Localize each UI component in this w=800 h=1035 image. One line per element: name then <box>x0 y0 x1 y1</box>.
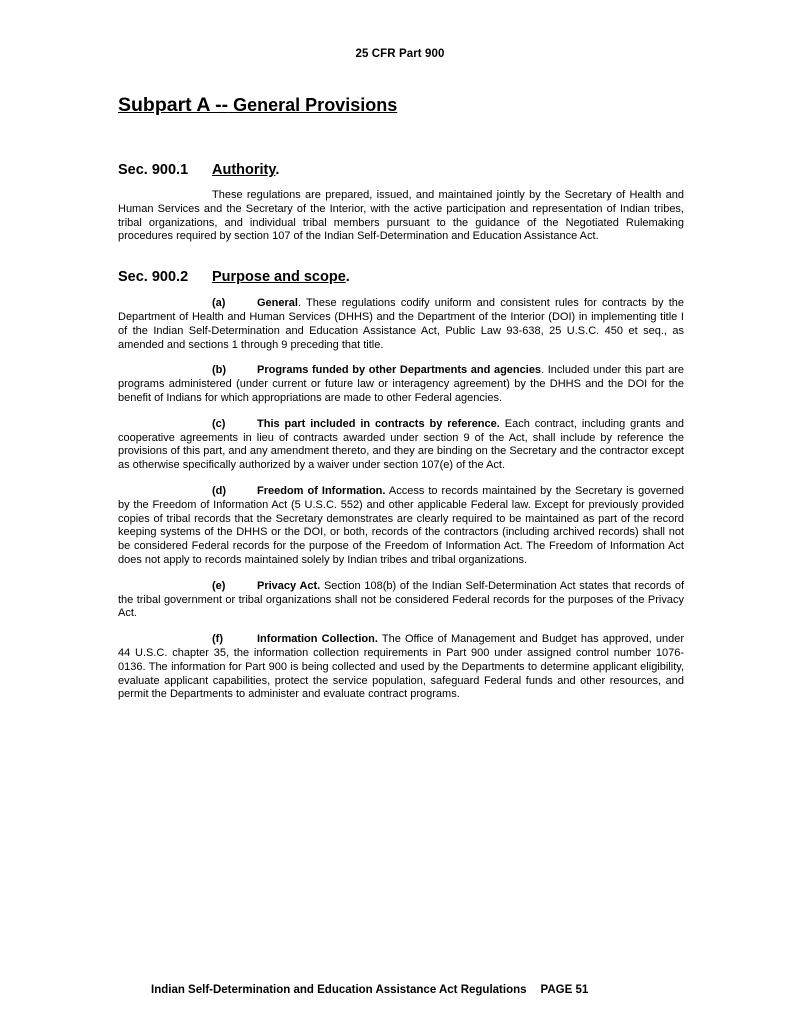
paragraph-title: Information Collection. <box>257 633 378 646</box>
paragraph-label: (d) <box>212 484 227 497</box>
paragraph-a <box>118 297 684 352</box>
paragraph-label: (a) <box>212 297 226 310</box>
document-body <box>118 94 684 702</box>
section-body-paragraph: These regulations are prepared, issued, and maintained jointly by the Secretary of Health and Human Services and the Secretary of the Interior, with the active participation and representation of Indian tribes, tribal organizations, and individual tribal members pursuant to the guidance of the Negotiated Rulemaking procedures required by section 107 of the Indian Self-Determination and Education Assistance Act. <box>118 189 684 243</box>
paragraph-title: This part included in contracts by reference. <box>257 417 500 430</box>
paragraph-title: Programs funded by other Departments and agencies <box>257 364 542 377</box>
page-number: PAGE 51 <box>540 984 589 996</box>
paragraph-label: (e) <box>212 579 226 592</box>
subpart-name: General Provisions <box>228 95 398 115</box>
subpart-title <box>118 94 684 116</box>
paragraph-title: Freedom of Information. <box>257 484 386 497</box>
paragraph-text: Access to records maintained by the Secretary is governed by the Freedom of Information Act (5 U.S.C. 552) and other applicable Federal law. Except for previously provided copies of tribal records that the Secretary demonstrates are clearly required to be maintained as part of the record keeping systems of the DHHS or the DOI, or both, records of the contractors (including archived records) shall not be considered Federal records for the purpose of the Freedom of Information Act. The Freedom of Information Act does not apply to records maintained solely by Indian tribes and tribal organizations. <box>118 484 684 566</box>
section-title-period: . <box>345 269 350 286</box>
paragraph-text: The Office of Management and Budget has approved, under 44 U.S.C. chapter 35, the information collection requirements in Part 900 under assigned control number 1076-0136. The information for Part 900 is being collected and used by the Departments to determine applicant eligibility, evaluate applicant capabilities, protect the service population, safeguard Federal funds and other resources, and permit the Departments to administer and evaluate contract programs. <box>118 633 685 701</box>
paragraph-d <box>118 485 684 568</box>
paragraph-title: Privacy Act. <box>257 579 321 592</box>
paragraph-text: Section 108(b) of the Indian Self-Determination Act states that records of the tribal government or tribal organizations shall not be considered Federal records for the purposes of the Privacy Act. <box>118 579 685 620</box>
paragraph-label: (f) <box>212 633 223 646</box>
page-header: 25 CFR Part 900 <box>355 48 445 60</box>
section-number: Sec. 900.1 <box>118 162 189 178</box>
paragraph-f <box>118 633 684 702</box>
paragraph-text: . Included under this part are programs administered (under current or future law or interagency agreement) by the DHHS and the DOI for the benefit of Indians for which appropriations are made to other Federal agencies. <box>118 364 684 404</box>
page-footer <box>151 984 588 996</box>
paragraph-text: Each contract, including grants and cooperative agreements in lieu of contracts awarded under section 9 of the Act, shall include by reference the provisions of this part, and any amendment thereto, and they are binding on the Secretary and the contractor except as otherwise specifically authorized by a waiver under section 107(e) of the Act. <box>118 417 685 472</box>
footer-title: Indian Self-Determination and Education Assistance Act Regulations <box>151 984 527 996</box>
paragraph-text: . These regulations codify uniform and consistent rules for contracts by the Department of Health and Human Services (DHHS) and the Department of the Interior (DOI) in implementing title I of the Indian Self-Determination and Education Assistance Act, Public Law 93-638, 25 U.S.C. 450 et seq., as amended and sections 1 through 9 preceding that title. <box>118 297 684 351</box>
section-title: Authority <box>212 162 276 178</box>
paragraph-c <box>118 418 684 473</box>
section-heading-900-1 <box>118 161 684 179</box>
paragraph-b <box>118 364 684 405</box>
subpart-label: Subpart A -- <box>118 94 229 116</box>
section-title: Purpose and scope <box>212 269 346 286</box>
paragraph-title: General <box>257 297 298 310</box>
section-title-period: . <box>275 162 280 178</box>
paragraph-label: (c) <box>212 417 226 430</box>
section-heading-900-2 <box>118 268 684 286</box>
section-number: Sec. 900.2 <box>118 269 189 286</box>
paragraph-label: (b) <box>212 364 227 377</box>
paragraph-e <box>118 580 684 621</box>
